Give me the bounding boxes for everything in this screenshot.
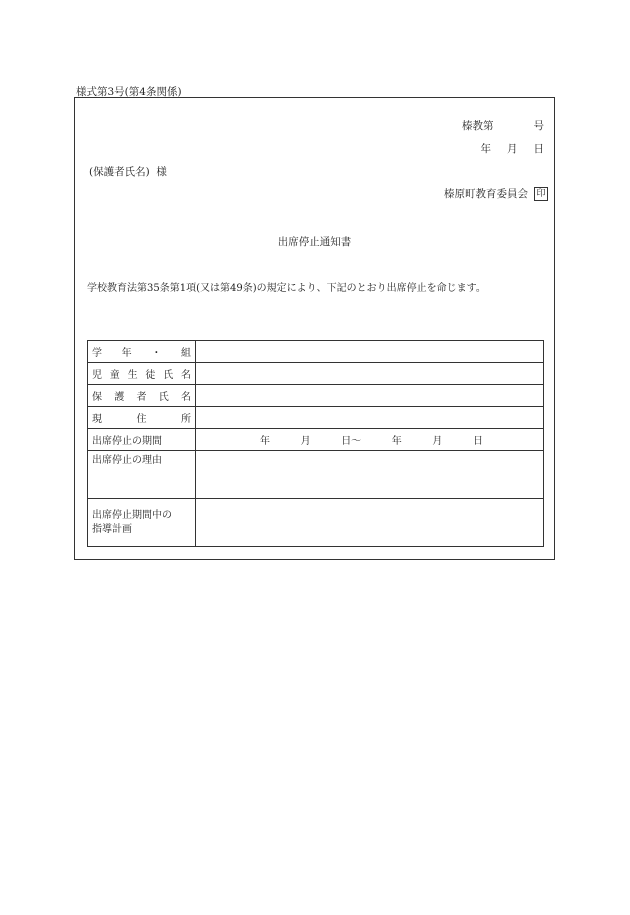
sender-name: 榛原町教育委員会 — [444, 188, 528, 200]
seal-mark: 印 — [534, 187, 548, 201]
guidance-label-line2: 指導計画 — [92, 523, 132, 535]
row-value — [196, 341, 544, 363]
row-label-char: 学 — [92, 348, 102, 359]
row-label-text — [92, 410, 191, 425]
sender — [444, 186, 548, 201]
row-label — [88, 407, 196, 429]
row-label-char: 名 — [181, 392, 191, 403]
recipient-honorific: 様 — [156, 166, 167, 178]
notice-body: 学校教育法第35条第1項(又は第49条)の規定により、下記のとおり出席停止を命じます。 — [87, 283, 486, 294]
guidance-label — [88, 499, 196, 547]
row-label-char: 生 — [127, 370, 138, 381]
form-code: 様式第3号(第4条関係) — [76, 86, 182, 98]
row-label-char: 者 — [136, 392, 147, 403]
period-part: 日 — [472, 436, 483, 447]
row-label-char: 現 — [92, 414, 102, 425]
document-number-label: 榛教第 — [462, 120, 494, 132]
row-label-char: 組 — [180, 348, 191, 359]
row-label-char: 所 — [181, 414, 191, 425]
row-label-char: 童 — [109, 370, 120, 381]
table-row-guidance — [88, 499, 544, 547]
period-parts — [200, 432, 539, 447]
issue-date — [465, 141, 545, 156]
notice-form — [74, 97, 555, 560]
recipient — [89, 164, 167, 179]
document-number — [462, 118, 544, 133]
row-label-char: ・ — [151, 348, 162, 359]
row-value — [196, 385, 544, 407]
date-day: 日 — [533, 143, 544, 155]
row-value — [196, 407, 544, 429]
row-label-char: 氏 — [163, 370, 174, 381]
row-label-text — [92, 366, 191, 381]
table-row — [88, 341, 544, 363]
row-label-text — [92, 344, 191, 359]
row-label-char: 徒 — [145, 370, 156, 381]
reason-label: 出席停止の理由 — [88, 451, 196, 499]
guidance-label-line1: 出席停止期間中の — [92, 509, 172, 521]
date-year: 年 — [480, 143, 491, 155]
date-month: 月 — [507, 143, 518, 155]
student-info-table — [87, 340, 544, 547]
table-row — [88, 407, 544, 429]
row-label-char: 児 — [92, 370, 102, 381]
period-part: 日～ — [341, 436, 362, 447]
table-row-reason — [88, 451, 544, 499]
row-label-char: 護 — [114, 392, 125, 403]
table-row — [88, 363, 544, 385]
row-label — [88, 341, 196, 363]
period-label: 出席停止の期間 — [88, 429, 196, 451]
table-row — [88, 385, 544, 407]
reason-value — [196, 451, 544, 499]
period-part: 月 — [300, 436, 311, 447]
period-part: 年 — [260, 436, 270, 447]
table-row-period — [88, 429, 544, 451]
row-value — [196, 363, 544, 385]
period-part: 月 — [432, 436, 443, 447]
row-label-text — [92, 388, 191, 403]
guidance-value — [196, 499, 544, 547]
document-number-suffix: 号 — [533, 120, 544, 132]
row-label-char: 年 — [121, 348, 132, 359]
row-label-char: 氏 — [158, 392, 169, 403]
period-part: 年 — [391, 436, 402, 447]
period-value — [196, 429, 544, 451]
row-label-char: 住 — [136, 414, 147, 425]
row-label — [88, 385, 196, 407]
row-label — [88, 363, 196, 385]
row-label-char: 保 — [92, 392, 102, 403]
document-title: 出席停止通知書 — [277, 236, 352, 248]
recipient-name: (保護者氏名) — [89, 166, 150, 178]
row-label-char: 名 — [180, 370, 191, 381]
